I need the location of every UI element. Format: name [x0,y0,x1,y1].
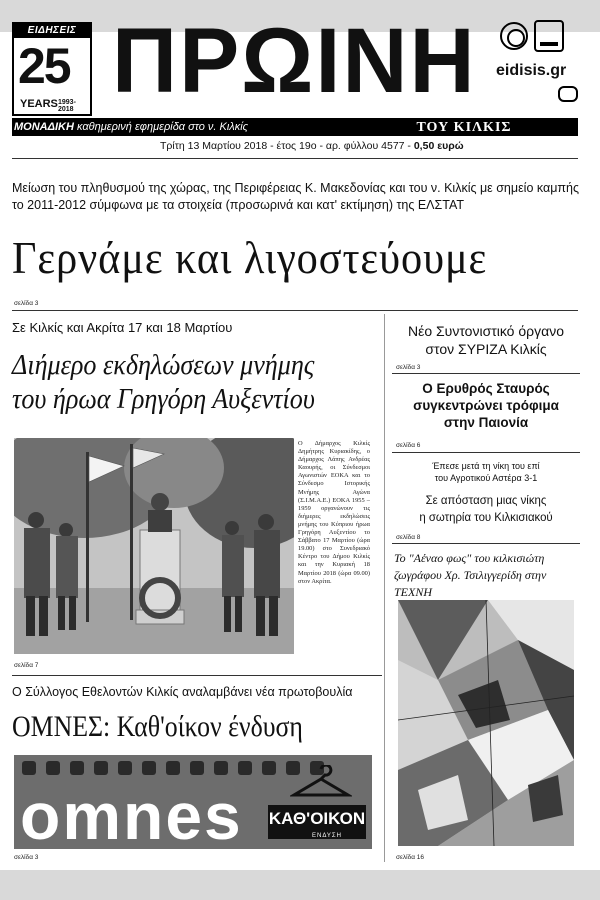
issue-price: 0,50 ευρώ [413,140,464,152]
red-cross-story-headline[interactable] [392,380,580,431]
football-kicker [392,460,580,484]
syriza-line2: στον ΣΥΡΙΖΑ Κιλκίς [425,341,547,357]
memorial-kicker: Σε Κιλκίς και Ακρίτα 17 και 18 Μαρτίου [12,320,233,335]
tagline [14,119,248,135]
memorial-photo [14,438,294,654]
jacket-icon [46,761,60,775]
newspaper-title: ΠΡΩΙΝΗ [112,10,477,112]
red-cross-line3: στην Παιονία [443,415,529,430]
omnes-headline[interactable]: ΟΜΝΕΣ: Καθ'οίκον ένδυση [12,710,303,743]
skirt-icon [190,761,204,775]
sweater-icon [214,761,228,775]
publisher-icon [558,86,578,102]
tagline-bold: ΜΟΝΑΔΙΚΗ [14,121,74,133]
column-divider [384,314,385,862]
football-story-headline[interactable] [397,492,576,526]
omnes-logo-box: ΚΑΘ'ΟΙΚΟΝ [268,805,366,839]
badge-label: ΕΙΔΗΣΕΙΣ [14,24,90,38]
football-page-ref: σελίδα 8 [396,534,421,541]
art-story-headline[interactable] [394,550,582,601]
hanger-icon [290,765,352,799]
omnes-banner [14,755,372,849]
art-page-ref: σελίδα 16 [396,854,425,861]
football-kicker-line2: του Αγροτικού Αστέρα 3-1 [434,473,538,483]
memorial-photo-image [14,438,294,654]
memorial-page-ref: σελίδα 7 [14,662,39,669]
red-cross-line2: συγκεντρώνει τρόφιμα [413,398,559,413]
tshirt-icon [94,761,108,775]
painting-image [398,600,574,846]
shirt-icon [22,761,36,775]
football-line1: Σε απόσταση μιας νίκης [425,493,547,507]
red-cross-page-ref: σελίδα 6 [396,442,421,449]
right-divider-2 [392,452,580,453]
football-line2: η σωτηρία του Κιλκισιακού [419,510,553,524]
issue-info [160,140,464,152]
red-cross-line1: Ο Ερυθρός Σταυρός [422,381,550,396]
masthead-divider [12,158,578,159]
issue-date: Τρίτη 13 Μαρτίου 2018 - έτος 19ο - αρ. φύλλου 4577 - [160,140,414,152]
right-divider-1 [392,373,580,374]
cubist-painting [398,600,574,846]
shoe-icon [142,761,156,775]
association-logo-icon [534,20,564,52]
dress-icon [118,761,132,775]
art-line2: ζωγράφου Χρ. Τσιλιγγερίδη στην ΤΕΧΝΗ [394,568,547,599]
website-link[interactable]: eidisis.gr [496,62,567,79]
omnes-logo-word: omnes [20,779,243,849]
lead-page-ref: σελίδα 3 [14,300,39,307]
syriza-story-headline[interactable] [392,322,580,358]
syriza-line1: Νέο Συντονιστικό όργανο [408,323,564,339]
trousers-icon [70,761,84,775]
anniversary-badge [12,22,92,116]
syriza-page-ref: σελίδα 3 [396,364,421,371]
coat-icon [166,761,180,775]
omnes-kicker: Ο Σύλλογος Εθελοντών Κιλκίς αναλαμβάνει νέα πρωτοβουλία [12,685,353,699]
lead-divider [12,310,578,311]
art-line1: Το "Αέναο φως" του κιλκισιώτη [394,551,545,565]
badge-years: YEARS [20,98,58,110]
hat-icon [238,761,252,775]
tagline-rest: καθημερινή εφημερίδα στο ν. Κιλκίς [73,121,249,133]
bottom-margin [0,870,600,900]
lead-headline[interactable]: Γερνάμε και λιγοστεύουμε [12,232,488,283]
football-kicker-line1: Έπεσε μετά τη νίκη του επί [432,461,540,471]
memorial-body: Ο Δήμαρχος Κιλκίς Δημήτρης Κυριακίδης, ο Δήμαρχος Λάπης Ανδρέας Καουρής, οι Σύνδεσμοι Αγωνιστών ΕΟΚΑ και το Σύνδεσμο Ιστορικής Μνήμης Αγώνα (Σ.Ι.Μ.Α.Ε.) ΕΟΚΑ 1955 – 1959 οργανώνουν τις διήμερες εκδηλώσεις μνήμης του Κύπριου ήρωα Γρηγόρη Αυξεντίου το Σάββατο 17 Μαρτίου (ώρα 19.00) στο Συνεδριακό Κέντρο του Δήμου Κιλκίς και την Κυριακή 18 Μαρτίου 2018 (ώρα 09.00) στον Ακρίτα. [298,440,370,585]
memorial-headline-line1: Διήμερο εκδηλώσεων μνήμης [12,349,315,381]
omnes-logo-sub: ΕΝΔΥΣΗ [312,833,342,839]
memorial-headline[interactable] [12,348,336,416]
sock-icon [262,761,276,775]
place-name: ΤΟΥ ΚΙΛΚΙΣ [416,120,512,135]
right-divider-3 [392,543,580,544]
badge-number: 25 [18,38,70,94]
memorial-divider [12,675,382,676]
seal-icon [500,22,528,50]
omnes-page-ref: σελίδα 3 [14,854,39,861]
lead-intro: Μείωση του πληθυσμού της χώρας, της Περιφέρειας Κ. Μακεδονίας και του ν. Κιλκίς με σημείο καμπής το 2011-2012 σύμφωνα με τα στοιχεία (προσωρινά και κατ' εκτίμηση) της ΕΛΣΤΑΤ [12,181,579,212]
memorial-headline-line2: του ήρωα Γρηγόρη Αυξεντίου [12,383,315,415]
badge-range: 1993-2018 [58,99,76,113]
